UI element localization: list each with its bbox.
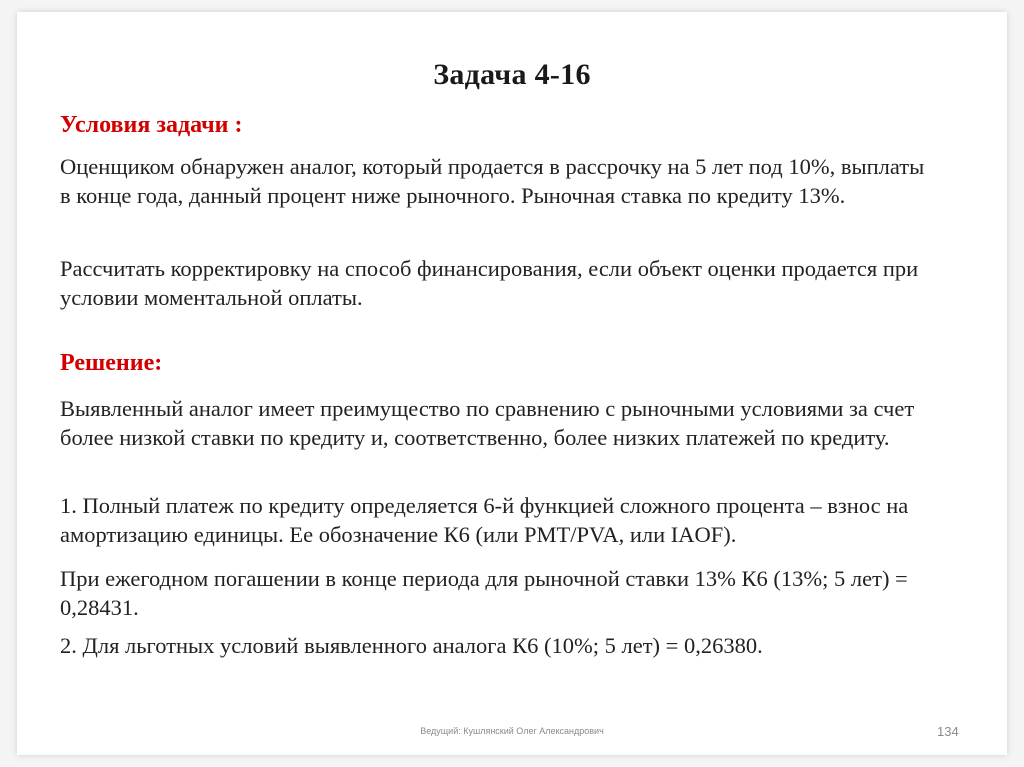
conditions-heading: Условия задачи : bbox=[60, 112, 243, 138]
slide-title: Задача 4-16 bbox=[433, 58, 591, 91]
presenter-footer: Ведущий: Кушлянский Олег Александрович bbox=[420, 726, 604, 736]
solution-paragraph-3: При ежегодном погашении в конце периода для рыночной ставки 13% К6 (13%; 5 лет) = 0,28431. bbox=[60, 566, 908, 620]
condition-paragraph-2: Рассчитать корректировку на способ финансирования, если объект оценки продается при условии моментальной оплаты. bbox=[60, 256, 919, 310]
solution-paragraph-4: 2. Для льготных условий выявленного аналога К6 (10%; 5 лет) = 0,26380. bbox=[60, 633, 763, 658]
page-number: 134 bbox=[937, 724, 959, 739]
condition-paragraph-1: Оценщиком обнаружен аналог, который продается в рассрочку на 5 лет под 10%, выплаты в конце года, данный процент ниже рыночного. Рыночная ставка по кредиту 13%. bbox=[60, 154, 925, 208]
solution-heading: Решение: bbox=[60, 350, 163, 376]
solution-paragraph-2: 1. Полный платеж по кредиту определяется 6-й функцией сложного процента – взнос на амортизацию единицы. Ее обозначение К6 (или PMT/PVA, или IAOF). bbox=[60, 493, 909, 547]
solution-paragraph-1: Выявленный аналог имеет преимущество по сравнению с рыночными условиями за счет более низкой ставки по кредиту и, соответственно, более низких платежей по кредиту. bbox=[60, 396, 915, 450]
